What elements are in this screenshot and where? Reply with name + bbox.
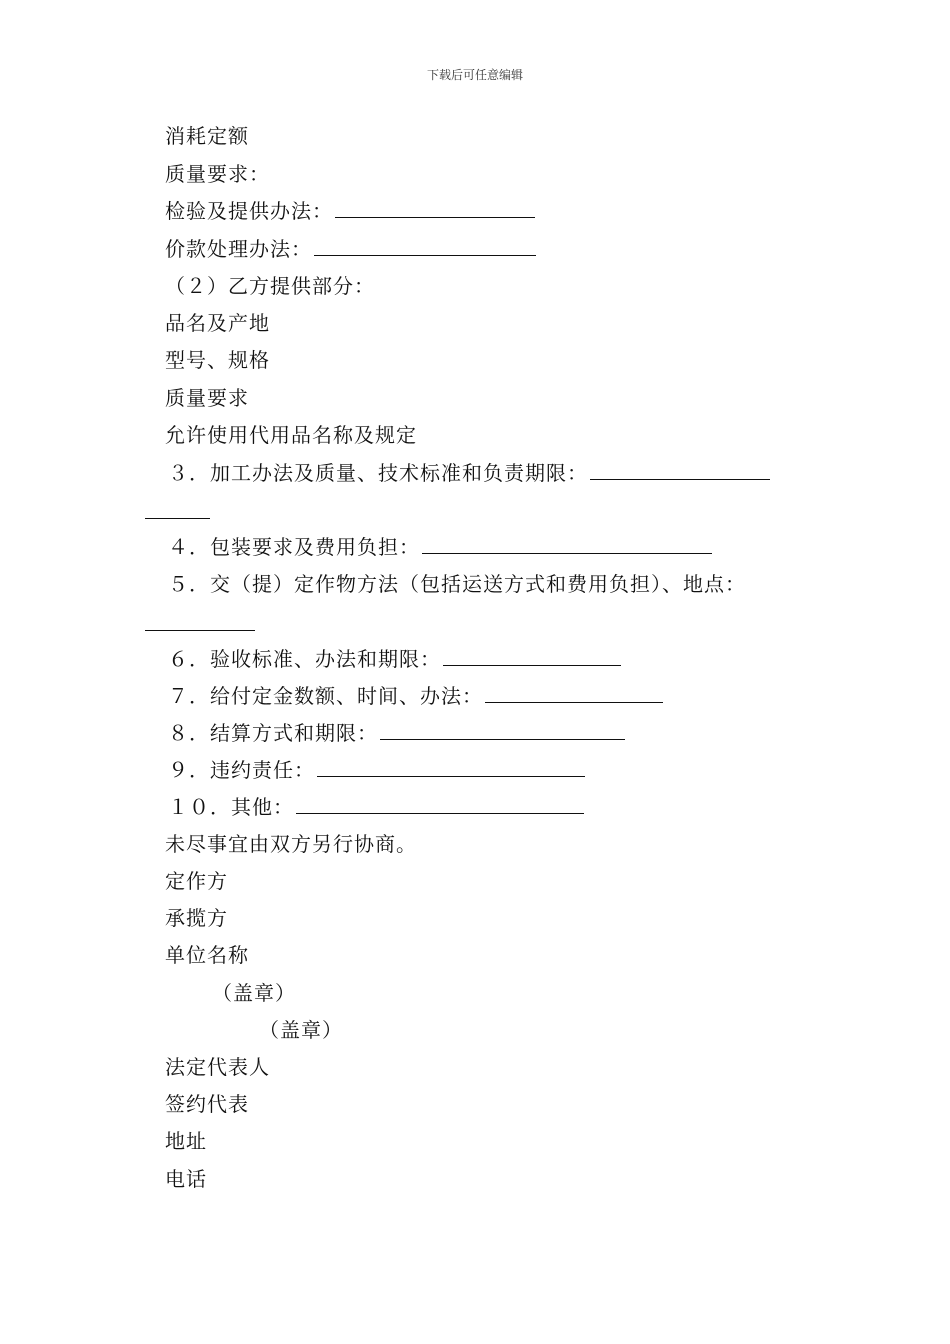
fill-blank[interactable] (314, 235, 536, 256)
text-line (165, 867, 228, 895)
text-line (165, 309, 270, 337)
line-label: ７．给付定金数额、时间、办法： (168, 684, 483, 708)
line-label: ４．包装要求及费用负担： (168, 535, 420, 559)
line-label: ５．交（提）定作物方法（包括运送方式和费用负担）、地点： (168, 572, 746, 596)
text-line (165, 160, 270, 188)
line-label: 价款处理办法： (165, 237, 312, 261)
line-label: 型号、规格 (165, 348, 270, 372)
fill-blank[interactable] (317, 756, 585, 777)
text-line (165, 1165, 207, 1193)
line-label: 质量要求 (165, 386, 249, 410)
text-line (165, 197, 535, 225)
text-line (165, 941, 249, 969)
line-label: （盖章） (259, 1018, 343, 1042)
fill-blank[interactable] (485, 682, 663, 703)
line-label: 法定代表人 (165, 1055, 270, 1079)
text-line (168, 570, 746, 598)
line-label: 承揽方 (165, 906, 228, 930)
text-line (168, 756, 585, 784)
text-line (168, 682, 663, 710)
line-label: （２）乙方提供部分： (165, 274, 375, 298)
line-label: 质量要求： (165, 162, 270, 186)
fill-blank[interactable] (296, 793, 584, 814)
line-label: 未尽事宜由双方另行协商。 (165, 832, 417, 856)
text-line (165, 384, 249, 412)
text-line (165, 421, 417, 449)
line-label: 允许使用代用品名称及规定 (165, 423, 417, 447)
line-label: 消耗定额 (165, 124, 249, 148)
text-line (165, 272, 375, 300)
fill-blank[interactable] (590, 459, 770, 480)
fill-blank[interactable] (422, 533, 712, 554)
line-label: ６．验收标准、办法和期限： (168, 647, 441, 671)
line-label: 电话 (165, 1167, 207, 1191)
fill-blank-continuation[interactable] (145, 629, 255, 631)
page-header: 下载后可任意编辑 (426, 68, 523, 82)
text-line (168, 645, 621, 673)
text-line (165, 830, 417, 858)
line-label: 定作方 (165, 869, 228, 893)
text-line (165, 235, 536, 263)
text-line (165, 1090, 249, 1118)
stamp-placeholder (212, 979, 296, 1007)
line-label: 地址 (165, 1129, 207, 1153)
text-line (165, 904, 228, 932)
line-label: 单位名称 (165, 943, 249, 967)
line-label: ３．加工办法及质量、技术标准和负责期限： (168, 461, 588, 485)
text-line (168, 459, 770, 487)
line-label: ９．违约责任： (168, 758, 315, 782)
text-line (168, 533, 712, 561)
text-line (168, 719, 625, 747)
text-line (168, 793, 584, 821)
stamp-placeholder (259, 1016, 343, 1044)
fill-blank-continuation[interactable] (145, 517, 210, 519)
line-label: 品名及产地 (165, 311, 270, 335)
fill-blank[interactable] (335, 197, 535, 218)
line-label: ８．结算方式和期限： (168, 721, 378, 745)
text-line (165, 1053, 270, 1081)
fill-blank[interactable] (380, 719, 625, 740)
fill-blank[interactable] (443, 645, 621, 666)
text-line (165, 346, 270, 374)
line-label: 签约代表 (165, 1092, 249, 1116)
line-label: 检验及提供办法： (165, 199, 333, 223)
text-line (165, 1127, 207, 1155)
text-line (165, 122, 249, 150)
line-label: １０．其他： (168, 795, 294, 819)
line-label: （盖章） (212, 981, 296, 1005)
